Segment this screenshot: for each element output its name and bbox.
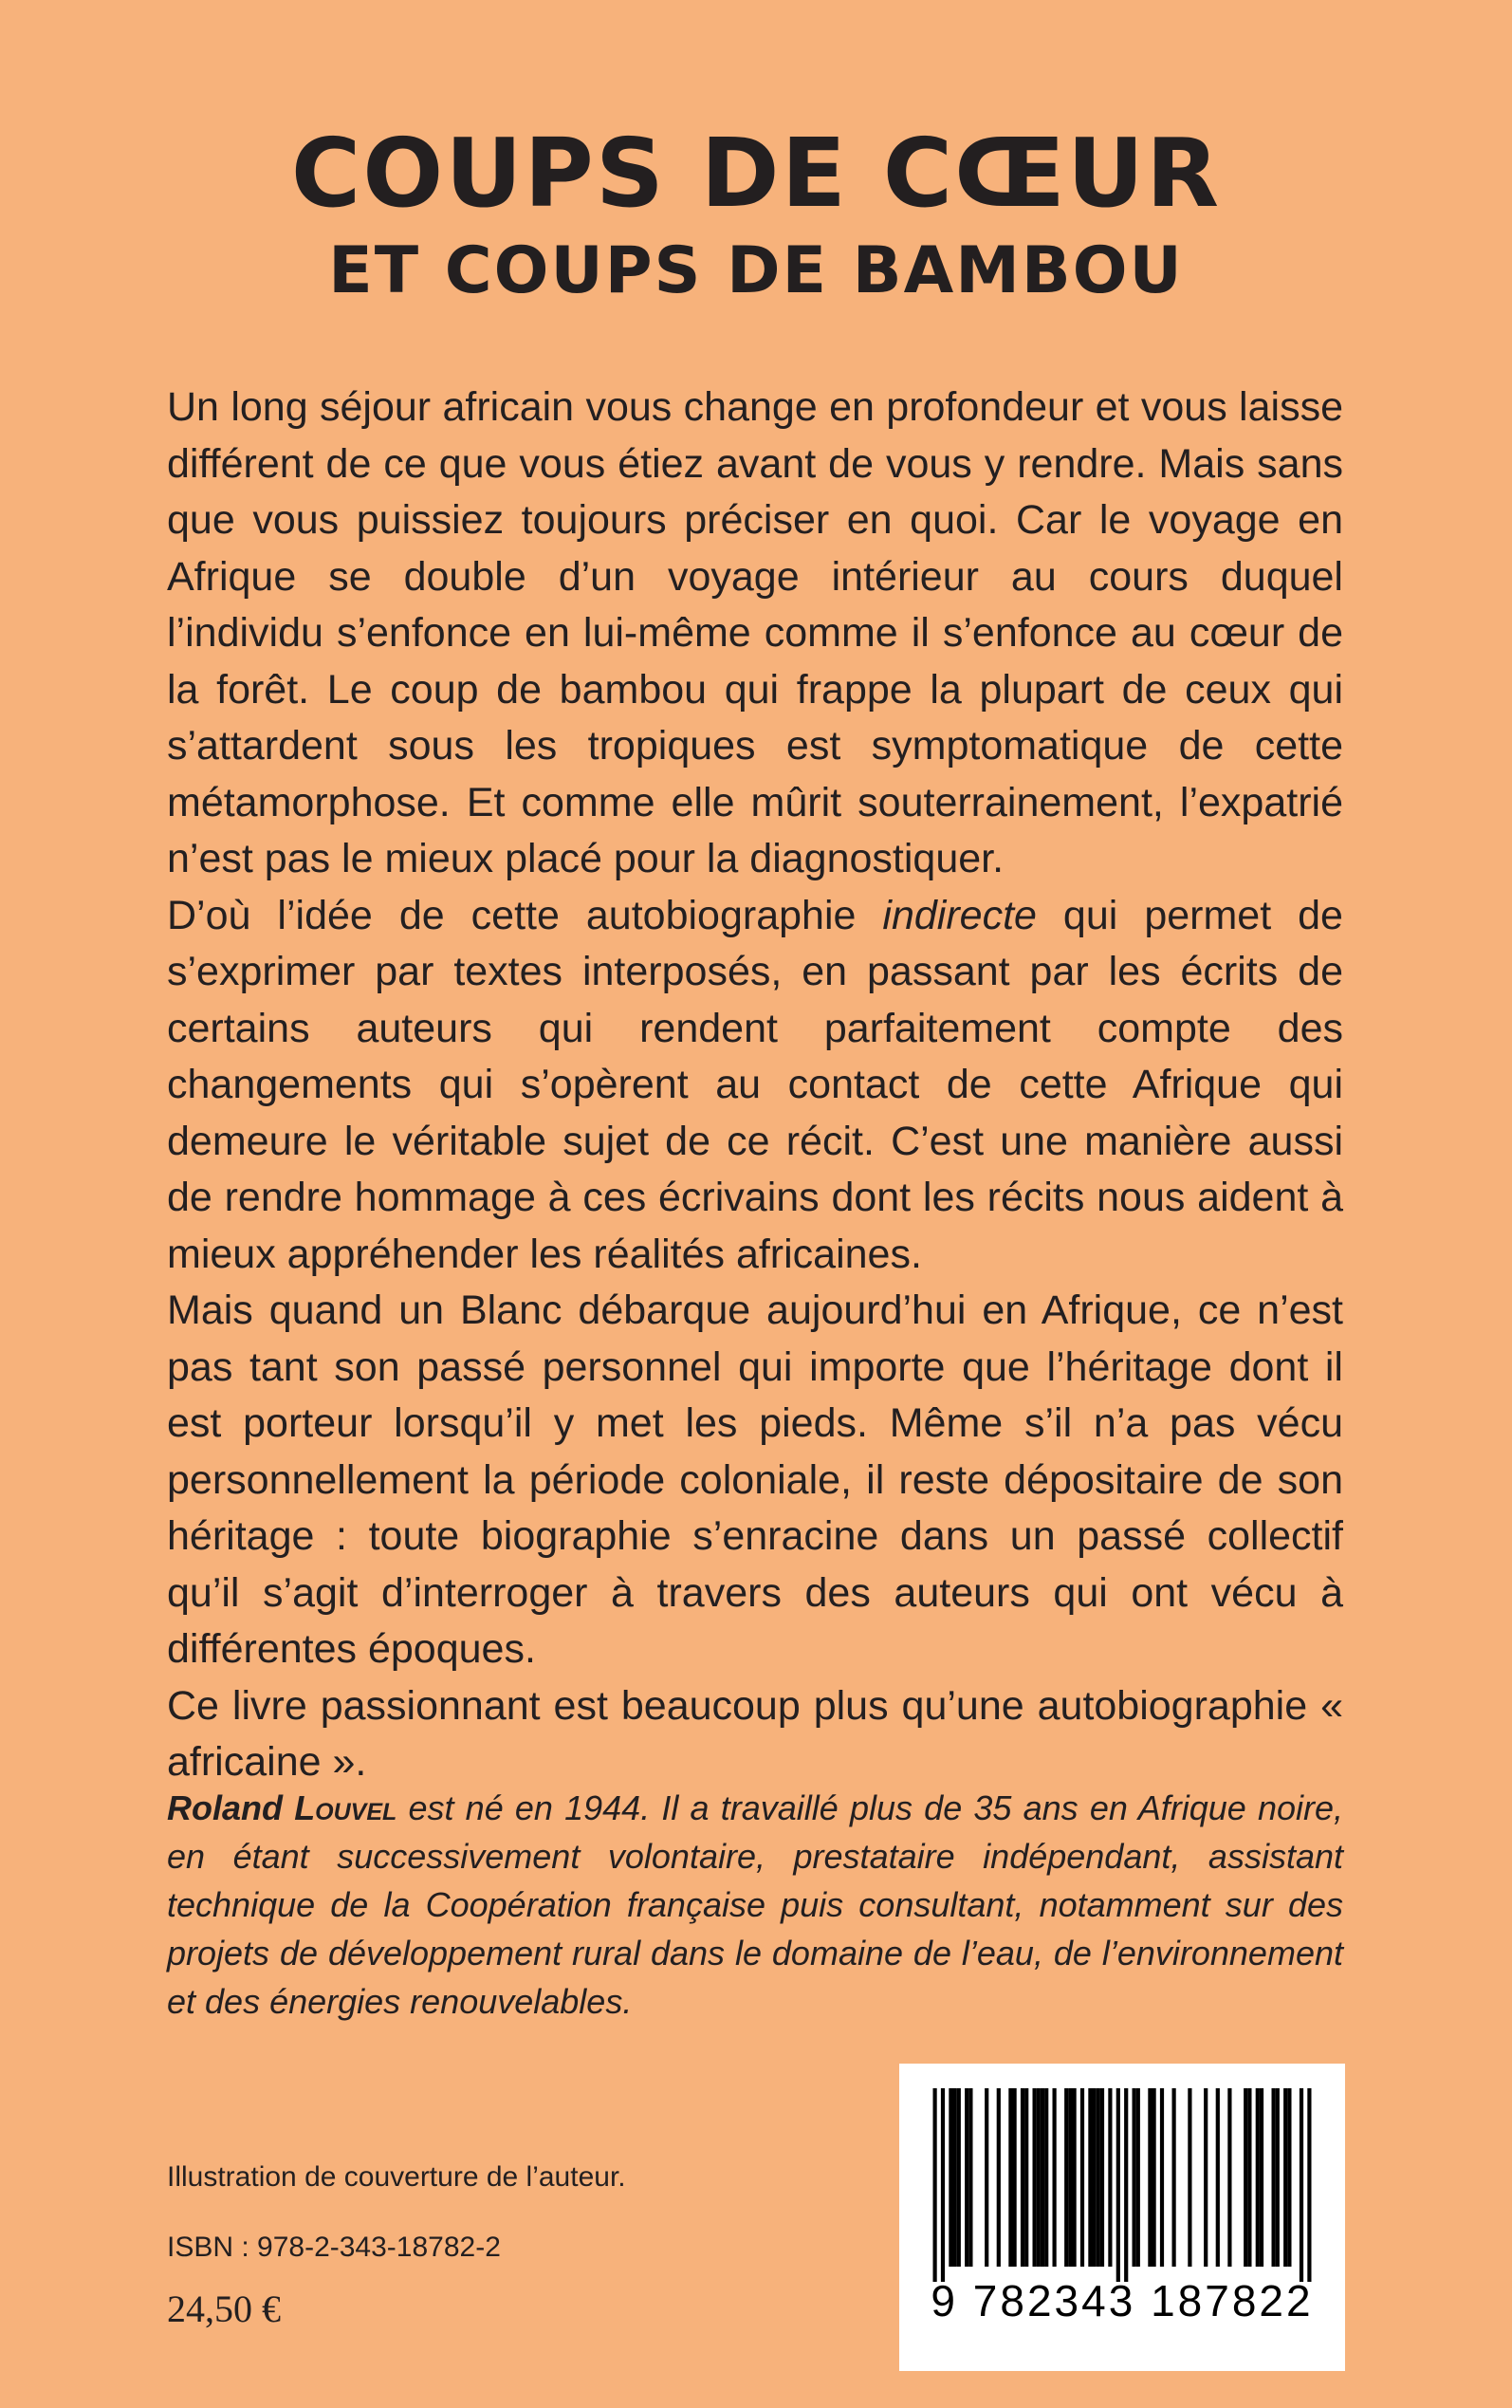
barcode-bar	[953, 2088, 957, 2267]
barcode-bar	[1188, 2088, 1191, 2267]
barcode-bar	[965, 2088, 968, 2267]
barcode-bar	[1136, 2088, 1140, 2267]
barcode-bar	[957, 2088, 961, 2267]
barcode-bar	[1216, 2088, 1220, 2267]
barcode-bar	[1124, 2088, 1128, 2282]
title-line-1: COUPS DE CŒUR	[290, 118, 1222, 229]
barcode-bar	[1244, 2088, 1247, 2267]
barcode-bar	[1068, 2088, 1072, 2267]
barcode-bar	[1008, 2088, 1012, 2267]
author-last-name: Louvel	[294, 1788, 397, 1827]
barcode-bar	[1260, 2088, 1263, 2267]
barcode-bar	[1021, 2088, 1024, 2267]
blurb-paragraph-2	[167, 888, 1343, 1284]
blurb-paragraph-4: Ce livre passionnant est beaucoup plus qu’une autobiographie « africaine ».	[167, 1682, 1343, 1785]
blurb-paragraph-3: Mais quand un Blanc débarque aujourd’hui en Afrique, ce n’est pas tant son passé personnel qui importe que l’héritage dont il est porteur lorsqu’il y met les pieds. Même s’il n’a pas vécu personnellement la période coloniale, il reste dépositaire de son héritage : toute biographie s’enracine dans un passé collectif qu’il s’agit d’interroger à travers des auteurs qui ont vécu à différentes époques.	[167, 1287, 1343, 1672]
barcode-bar	[1307, 2088, 1311, 2282]
blurb-p2-italic: indirecte	[882, 892, 1037, 938]
barcode-bar	[1172, 2088, 1176, 2267]
barcode-bar	[1256, 2088, 1260, 2267]
barcode-bar	[1300, 2088, 1303, 2282]
author-bio	[167, 1784, 1343, 2026]
barcode-bar	[1247, 2088, 1251, 2267]
barcode-bar	[1116, 2088, 1120, 2282]
barcode-bar	[1044, 2088, 1048, 2267]
barcode-bar	[1024, 2088, 1028, 2267]
book-title	[0, 118, 1512, 309]
barcode-bar	[941, 2088, 945, 2282]
barcode-bar	[1088, 2088, 1092, 2267]
author-name	[167, 1788, 396, 1827]
barcode	[899, 2064, 1345, 2371]
blurb-p2-end: qui permet de s’exprimer par textes interposés, en passant par les écrits de certains auteurs qui rendent parfaitement compte des changements qui s’opèrent au contact de cette Afrique qui demeure le véritable sujet de ce récit. C’est une manière aussi de rendre hommage à ces écrivains dont les récits nous aident à mieux appréhender les réalités africaines.	[167, 892, 1343, 1277]
barcode-bar	[1041, 2088, 1044, 2267]
barcode-bar	[1053, 2088, 1057, 2267]
barcode-bar	[1204, 2088, 1208, 2267]
barcode-bar	[1093, 2088, 1097, 2267]
blurb-p2-start: D’où l’idée de cette autobiographie	[167, 892, 883, 938]
barcode-digits: 9 782343 187822	[931, 2276, 1314, 2325]
barcode-bar	[1148, 2088, 1152, 2267]
blurb-paragraph-1: Un long séjour africain vous change en profondeur et vous laisse différent de ce que vous étiez avant de vous y rendre. Mais sans que vous puissiez toujours préciser en quoi. Car le voyage en Afrique se double d’un voyage intérieur au cours duquel l’individu s’enfonce en lui-même comme il s’enfonce au cœur de la forêt. Le coup de bambou qui frappe la plupart de ceux qui s’attardent sous les tropiques est symptomatique de cette métamorphose. Et comme elle mûrit souterrainement, l’expatrié n’est pas le mieux placé pour la diagnostiquer.	[167, 384, 1343, 881]
barcode-bar	[1108, 2088, 1112, 2267]
barcode-bar	[1013, 2088, 1017, 2267]
barcode-bar	[997, 2088, 1001, 2267]
barcode-bar	[1037, 2088, 1041, 2267]
author-bio-text: est né en 1944. Il a travaillé plus de 35 ans en Afrique noire, en étant successivement volontaire, prestataire indépendant, assistant technique de la Coopération française puis consultant, notamment sur des projets de développement rural dans le domaine de l’eau, de l’environnement et des énergies renouvelables.	[167, 1788, 1343, 2021]
title-line-2: ET COUPS DE BAMBOU	[328, 233, 1184, 308]
barcode-bar	[1272, 2088, 1276, 2267]
barcode-bar	[1080, 2088, 1084, 2267]
illustration-credit: Illustration de couverture de l’auteur.	[167, 2161, 626, 2193]
blurb-text	[167, 380, 1343, 1791]
barcode-bar	[1064, 2088, 1068, 2267]
barcode-bar	[949, 2088, 952, 2267]
barcode-bar	[1097, 2088, 1100, 2267]
author-first-name: Roland	[167, 1788, 283, 1827]
barcode-bar	[985, 2088, 988, 2267]
barcode-bar	[1133, 2088, 1136, 2267]
isbn-text: ISBN : 978-2-343-18782-2	[167, 2232, 501, 2263]
price-text: 24,50 €	[167, 2288, 281, 2330]
barcode-bar	[968, 2088, 972, 2267]
barcode-bar	[1033, 2088, 1037, 2267]
barcode-bar	[933, 2088, 937, 2282]
barcode-bar	[1100, 2088, 1104, 2267]
barcode-bar	[1276, 2088, 1280, 2267]
barcode-bar	[1160, 2088, 1164, 2267]
barcode-bar	[1073, 2088, 1077, 2267]
barcode-bar	[1227, 2088, 1231, 2267]
barcode-bar	[1152, 2088, 1156, 2267]
barcode-bar	[1283, 2088, 1287, 2267]
barcode-bar	[1287, 2088, 1291, 2267]
